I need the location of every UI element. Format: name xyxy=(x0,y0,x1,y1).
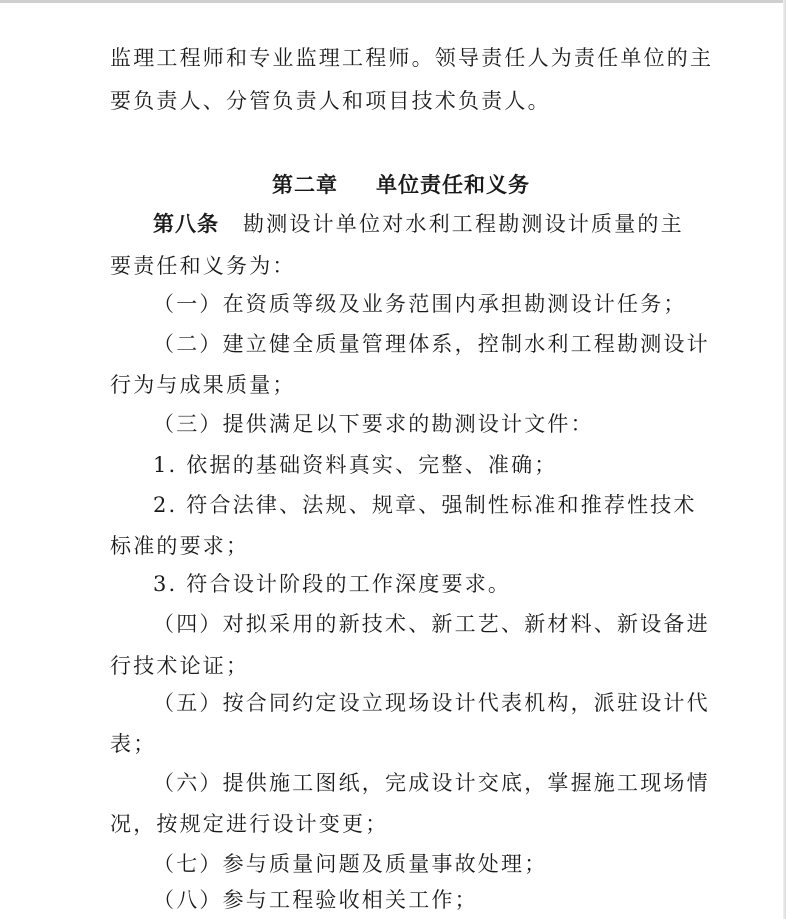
sub-item: 3. 符合设计阶段的工作深度要求。 xyxy=(153,572,512,596)
list-item: （三）提供满足以下要求的勘测设计文件： xyxy=(153,412,594,436)
article-intro: 勘测设计单位对水利工程勘测设计质量的主 xyxy=(243,212,684,236)
article-first-line xyxy=(153,210,684,238)
sub-item-continuation: 标准的要求； xyxy=(110,534,250,558)
chapter-title: 单位责任和义务 xyxy=(376,173,530,197)
list-item: （八）参与工程验收相关工作； xyxy=(153,888,478,912)
chapter-heading xyxy=(272,171,530,199)
sub-item: 2. 符合法律、法规、规章、强制性标准和推荐性技术 xyxy=(153,493,697,517)
paragraph-line: 监理工程师和专业监理工程师。领导责任人为责任单位的主 xyxy=(110,46,714,70)
list-item-continuation: 况，按规定进行设计变更； xyxy=(110,812,389,836)
list-item: （七）参与质量问题及质量事故处理； xyxy=(153,852,548,876)
list-item: （四）对拟采用的新技术、新工艺、新材料、新设备进 xyxy=(153,612,710,636)
article-number: 第八条 xyxy=(153,212,219,236)
list-item: （五）按合同约定设立现场设计代表机构，派驻设计代 xyxy=(153,691,710,715)
list-item: （六）提供施工图纸，完成设计交底，掌握施工现场情 xyxy=(153,771,710,795)
paragraph-line: 要负责人、分管负责人和项目技术负责人。 xyxy=(110,89,551,113)
sub-item: 1. 依据的基础资料真实、完整、准确； xyxy=(153,453,558,477)
list-item: （二）建立健全质量管理体系，控制水利工程勘测设计 xyxy=(153,332,710,356)
chapter-number: 第二章 xyxy=(272,173,338,197)
list-item: （一）在资质等级及业务范围内承担勘测设计任务； xyxy=(153,292,687,316)
paragraph-line: 要责任和义务为： xyxy=(110,254,296,278)
list-item-continuation: 行技术论证； xyxy=(110,654,250,678)
list-item-continuation: 行为与成果质量； xyxy=(110,373,296,397)
list-item-continuation: 表； xyxy=(110,732,157,756)
